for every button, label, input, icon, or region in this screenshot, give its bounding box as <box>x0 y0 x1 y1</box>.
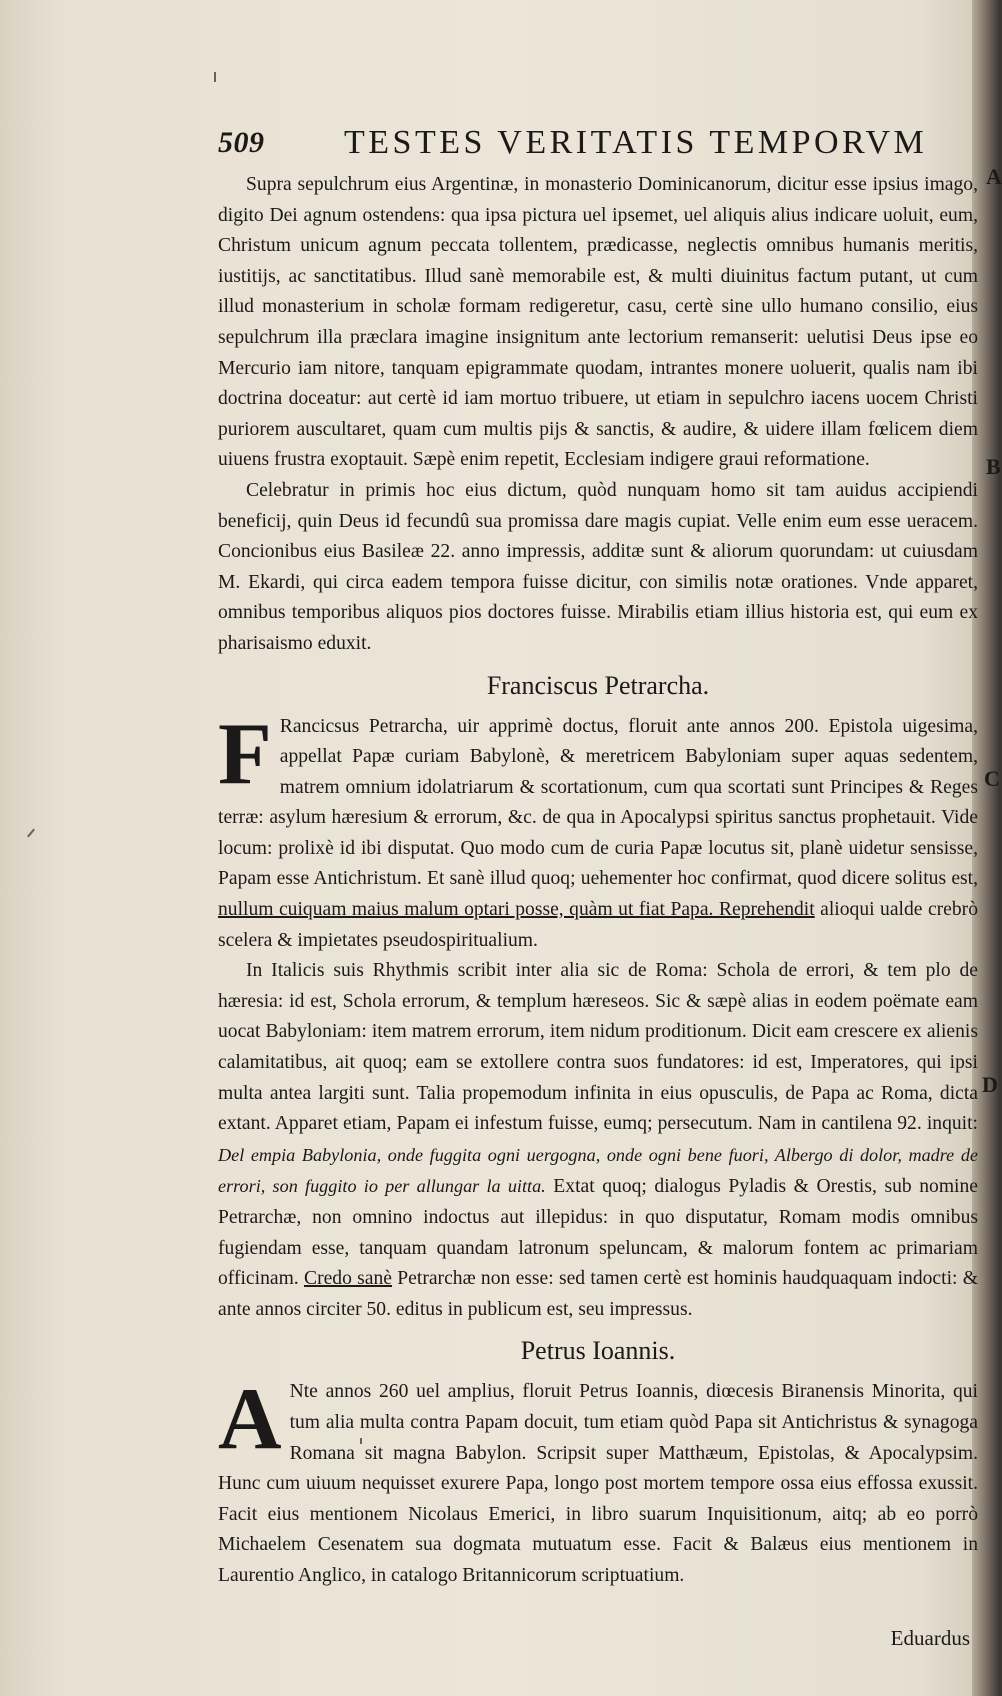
ink-speck <box>214 72 216 82</box>
ink-speck <box>27 829 35 838</box>
paragraph-text: alioqui ualde crebrò scelera & impietates pseudospiritualium. <box>218 899 978 951</box>
text-block <box>218 122 978 1592</box>
body-paragraph-petrarcha <box>218 956 978 1325</box>
section-title-petrarcha: Franciscus Petrarcha. <box>486 670 710 700</box>
running-head <box>218 122 978 166</box>
paragraph-text: Rancicsus Petrarcha, uir apprimè doctus, floruit ante annos 200. Epistola uigesima, appellat Papæ curiam Babylonè, & meretricem Babyloniam super aquas sedentem, matrem omnium idolatriarum & scortationum, cum qua scortati sunt Principes & Reges terræ: asylum hæresium & errorum, &c. de qua in Apocalypsi spiritus sanctus prophetauit. Vide locum: prolixè id ibi disputat. Quo modo cum de curia Papæ locutus sit, planè uidetur sensisse, Papam esse Antichristum. Et sanè illud quoq; uehementer hoc confirmat, quod dicere solitus est, <box>218 715 978 890</box>
paragraph-text: Petrarchæ non esse: sed tamen certè est hominis haudquaquam indocti: & ante annos circiter 50. editus in publicum est, seu impressus. <box>218 1268 978 1320</box>
body-paragraph: Celebratur in primis hoc eius dictum, quòd nunquam homo sit tam auidus accipiendi beneficij, quin Deus id fecundû sua promissa dare magis cupiat. Velle enim eum esse ueracem. Concionibus eius Basileæ 22. anno impressis, additæ sunt & aliorum quorundam: ut cuiusdam M. Ekardi, qui circa eadem tempora fuisse dicitur, con similis notæ orationes. Vnde apparet, omnibus temporibus aliquos pios doctores fuisse. Mirabilis etiam illius historia est, qui eum ex pharisaismo eduxit. <box>218 479 978 654</box>
paragraph-text: Nte annos 260 uel amplius, floruit Petrus Ioannis, diœcesis Biranensis Minorita, qui tum alia multa contra Papam docuit, tum etiam quòd Papa sit Antichristus & synagoga Romana sit magna Babylon. Scripsit super Matthæum, Epistolas, & Apocalypsim. Hunc cum uiuum nequisset exurere Papa, longo post mortem tempore ossa eius effossa exussit. Facit eius mentionem Nicolaus Emerici, in libro suarum Inquisitionum, aitq; ab eo porrò Michaelem Cesenatem sua dogmata mutuatum esse. Facit & Balæus eius mentionem in Laurentio Anglico, in catalogo Britannicorum scriptuatium. <box>218 1381 978 1586</box>
body-paragraph: Supra sepulchrum eius Argentinæ, in monasterio Dominicanorum, dicitur esse ipsius imago, digito Dei agnum ostendens: qua ipsa pictura uel ipsemet, uel aliquis alius indicare uoluit, eum, Christum unicum agnum peccata tollentem, prædicasse, neglectis omnibus humanis meritis, iustitijs, ac sanctitatibus. Illud sanè memorabile est, & multi diuinitus factum putant, ut cum illud monasterium in scholæ formam redigeretur, casu, certè sine ullo humano consilio, eius sepulchrum illa præclara imagine insignitum ante lectorium remanserit: uelutisi Deus ipse eo Mercurio iam nitore, tanquam epigrammate quodam, intrantes monere uoluerit, qualis nam ibi doctrina doceatur: aut certè id iam mortuo tribuere, ut etiam in sepulchro iacens uocem Christi puriorem auscultaret, quam cum multis pijs & sanctis, & audire, & uidere illam fœlicem diem uiuens frustra exoptauit. Sæpè enim repetit, Ecclesiam indigere graui reformatione. <box>218 174 978 471</box>
paragraph-text: Extat quoq; dialogus Pyladis & Orestis, sub nomine Petrarchæ, non omnino indoctus aut illepidus: in quo disputatur, Romam modis omnibus fugiendam esse, tanquam quandam latronum speluncam, & malorum fontem ac primariam officinam. <box>218 1176 978 1290</box>
underlined-passage: nullum cuiquam maius malum optari posse, quàm ut fiat Papa. Reprehendit <box>218 899 815 921</box>
italian-quotation: Del empia Babylonia, onde fuggita ogni uergogna, onde ogni bene fuori, Albergo di dolor, madre de errori, son fuggito io per allungar la uitta. <box>218 1144 978 1197</box>
margin-letter: C <box>984 766 1000 791</box>
page-number: 509 <box>218 126 265 159</box>
paragraph-text: In Italicis suis Rhythmis scribit inter alia sic de Roma: Schola de errori, & tem plo de hæresia: id est, Schola errorum, & templum hæreseos. Sic & sæpè alias in eodem poëmate eam uocat Babyloniam: item matrem errorum, item nidum proditionum. Dicit eam crescere ex alienis calamitatibus, ait quoq; eam se extollere contra suos fundatores: id est, Imperatores, qui ipsi multa antea largiti sunt. Talia propemodum infinita in eius opusculis, de Papa ac Roma, dicta extant. Apparet etiam, Papam ei infestum fuisse, eumq; persecutum. Nam in cantilena 92. inquit: <box>218 960 978 1135</box>
catchword: Eduardus <box>890 1626 970 1650</box>
margin-letter: B <box>986 454 1001 479</box>
body-paragraph-ioannis <box>218 1371 978 1591</box>
drop-cap: A <box>218 1371 282 1469</box>
underlined-passage: Credo sanè <box>304 1268 392 1290</box>
margin-letter: A <box>986 164 1002 189</box>
running-title: TESTES VERITATIS TEMPORVM <box>344 124 928 161</box>
drop-cap: F <box>218 705 272 803</box>
margin-letter: D <box>982 1072 998 1097</box>
section-title-ioannis: Petrus Ioannis. <box>520 1336 676 1366</box>
body-paragraph-petrarcha <box>218 705 978 957</box>
